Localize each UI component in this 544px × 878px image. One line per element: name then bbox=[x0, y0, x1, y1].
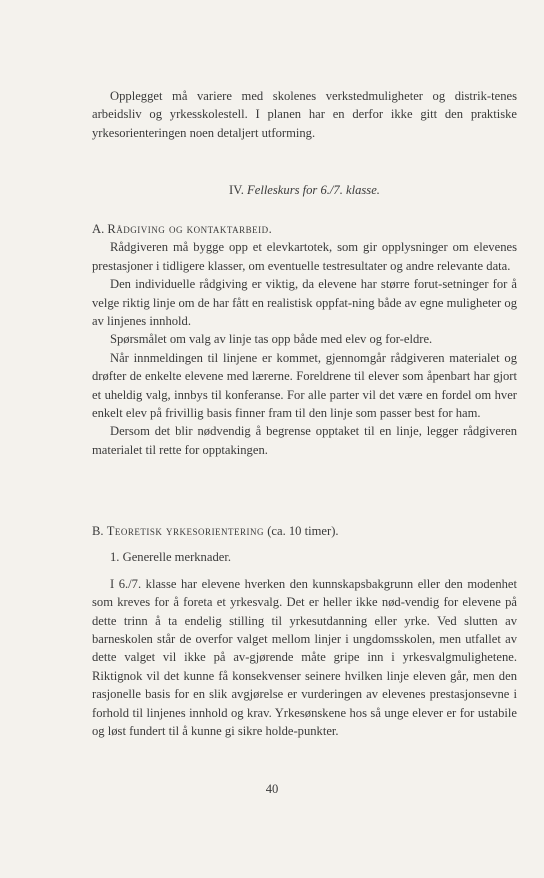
section-a-paragraph: Når innmeldingen til linjene er kommet, gjennomgår rådgiveren materialet og drøfter de enkelte elevene med lærerne. Foreldrene til elever som åpenbart har gjort et uheldig valg, innbys til konferanse. For alle parter vil det være en fordel om hver enkelt elev på frivillig basis finner fram til den linje som passer best for ham. bbox=[92, 350, 517, 421]
chapter-heading bbox=[92, 183, 517, 198]
chapter-title: Felleskurs for 6./7. klasse. bbox=[247, 183, 380, 197]
section-b-paragraph: I 6./7. klasse har elevene hverken den kunnskapsbakgrunn eller den modenhet som kreves for å foreta et yrkesvalg. Det er heller ikke nød-vendig for elevene på dette trinn å ta endelig stilling til yrkesutdanning eller yrke. Ved slutten av barneskolen står de overfor valget mellom linjer i ungdomsskolen, men utfallet av dette valget vil ikke på av-gjørende måte gripe inn i yrkesvalgmulighetene. Riktignok vil det kunne få konsekvenser seinere hvilken linje eleven går, men den rasjonelle basis for en slik avgjørelse er vurderingen av elevenes prestasjonsevne i forhold til linjenes innhold og krav. Yrkesønskene hos så unge elever er for ustabile og løst fundert til å kunne gi sikre holde-punkter. bbox=[92, 576, 517, 739]
section-a-letter: A. bbox=[92, 222, 105, 236]
chapter-numeral: IV. bbox=[229, 183, 244, 197]
section-a bbox=[92, 220, 517, 459]
section-a-heading bbox=[92, 220, 517, 238]
section-b-subheading: 1. Generelle merknader. bbox=[110, 550, 231, 565]
section-b-letter: B. bbox=[92, 524, 104, 538]
section-a-paragraph: Rådgiveren må bygge opp et elevkartotek, som gir opplysninger om elevenes prestasjoner i tidligere klasser, om eventuelle testresultater og andre relevante data. bbox=[92, 240, 517, 273]
section-a-paragraph: Den individuelle rådgiving er viktig, da elevene har større forut-setninger for å velge riktig linje om de har fått en realistisk oppfat-ning både av egne muligheter og av linjenes innhold. bbox=[92, 277, 517, 329]
intro-block bbox=[92, 87, 517, 142]
section-b bbox=[92, 522, 517, 740]
section-a-paragraph: Spørsmålet om valg av linje tas opp både med elev og for-eldre. bbox=[110, 332, 433, 347]
section-b-title-suffix: (ca. 10 timer). bbox=[267, 524, 339, 538]
page-number: 40 bbox=[265, 782, 279, 796]
section-b-heading bbox=[92, 522, 517, 540]
intro-paragraph: Opplegget må variere med skolenes verkstedmuligheter og distrik-tenes arbeidsliv og yrkesskolestell. I planen har en derfor ikke gitt den praktiske yrkesorienteringen noen detaljert utforming. bbox=[92, 89, 517, 140]
section-a-paragraph: Dersom det blir nødvendig å begrense opptaket til en linje, legger rådgiveren materialet til rette for opptakingen. bbox=[92, 424, 517, 457]
section-a-title: Rådgiving og kontaktarbeid. bbox=[107, 222, 273, 236]
section-b-title: Teoretisk yrkesorientering bbox=[106, 524, 265, 538]
